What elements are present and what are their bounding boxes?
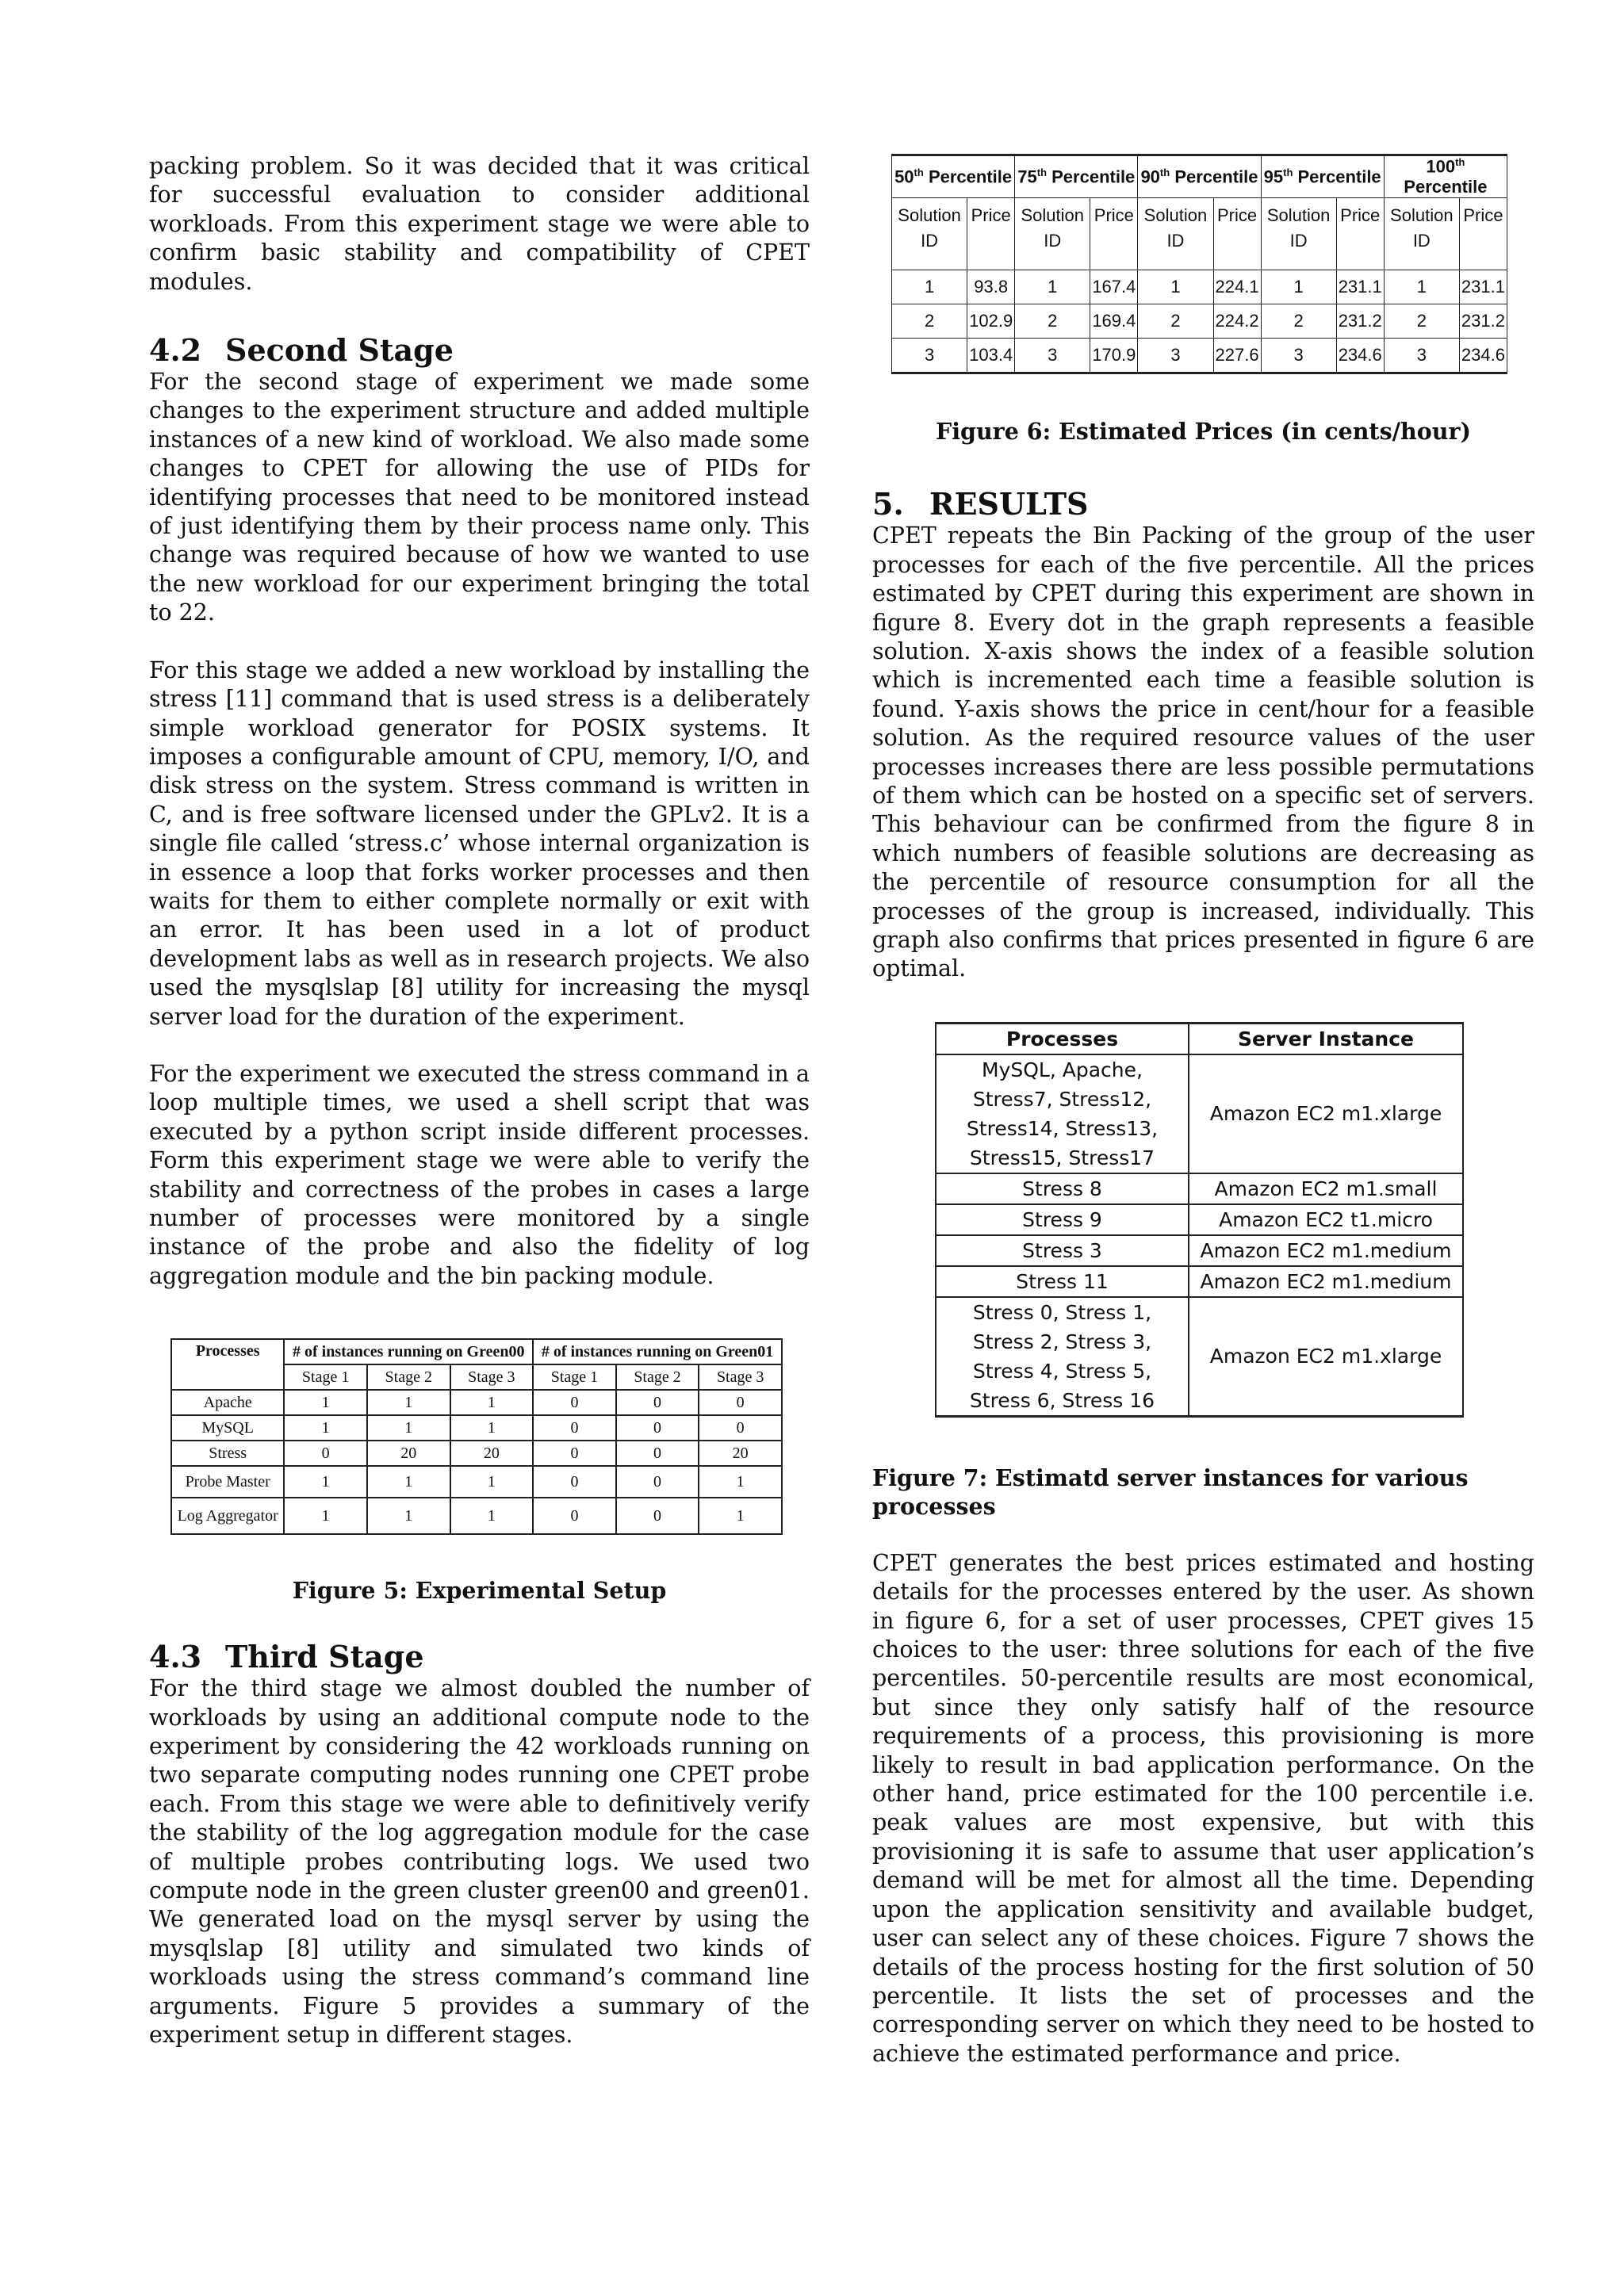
cell: 227.6 (1213, 339, 1261, 373)
stage-header: Stage 2 (616, 1364, 699, 1390)
cell: 20 (450, 1441, 534, 1466)
price-header: Price (1090, 198, 1138, 270)
section-number: 4.2 (149, 332, 202, 369)
cell: 1 (367, 1415, 450, 1441)
table-row (171, 1415, 782, 1441)
percentile-header: 100th Percentile (1384, 155, 1507, 198)
cell: 20 (367, 1441, 450, 1466)
cell: 1 (284, 1415, 367, 1441)
cell: 20 (699, 1441, 782, 1466)
server-instances-table (935, 1022, 1464, 1418)
cell: 102.9 (967, 304, 1015, 339)
header-green01: # of instances running on Green01 (533, 1339, 782, 1364)
price-header: Price (1213, 198, 1261, 270)
cell: 3 (1384, 339, 1459, 373)
solution-id-header: Solution ID (1015, 198, 1090, 270)
table-row (892, 339, 1507, 373)
process-cell: Stress 0, Stress 1, Stress 2, Stress 3, Stress 4, Stress 5, Stress 6, Stress 16 (936, 1297, 1189, 1417)
server-cell: Amazon EC2 m1.medium (1189, 1235, 1463, 1266)
paragraph-4-2-2: For this stage we added a new workload by installing the stress [11] command that is used stress is a deliberately simple workload generator for POSIX systems. It imposes a configurable amount of CPU, memory, I/O, and disk stress on the system. Stress command is written in C, and is free software licensed under the GPLv2. It is a single file called ‘stress.c’ whose internal organization is in essence a loop that forks worker processes and then waits for them to either complete normally or exit with an error. It has been used in a lot of product development labs as well as in research projects. We also used the mysqlslap [8] utility for increasing the mysql server load for the duration of the experiment. (149, 656, 810, 1030)
cell: 231.1 (1459, 270, 1507, 304)
cell: 0 (616, 1390, 699, 1415)
paragraph-4-2-1: For the second stage of experiment we made some changes to the experiment structure and added multiple instances of a new kind of workload. We also made some changes to CPET for allowing the use of PIDs for identifying processes that need to be monitored instead of just identifying them by their process name only. This change was required because of how we wanted to use the new workload for our experiment bringing the total to 22. (149, 369, 810, 626)
paragraph-5-1: CPET repeats the Bin Packing of the group of the user processes for each of the five percentile. All the prices estimated by CPET during this experiment are shown in figure 8. Every dot in the graph represents a feasible solution. X-axis shows the index of a feasible solution which is incremented each time a feasible solution is found. Y-axis shows the price in cent/hour for a feasible solution. As the required resource values of the user processes increases there are less possible permutations of them which can be hosted on a specific set of servers. This behaviour can be confirmed from the figure 8 in which numbers of feasible solutions are decreasing as the percentile of resource consumption for all the processes of the group is increased, individually. This graph also confirms that prices presented in figure 6 are optimal. (872, 522, 1534, 982)
table-row (892, 304, 1507, 339)
section-number: 4.3 (149, 1639, 202, 1675)
table-row (171, 1466, 782, 1498)
process-cell: Stress 11 (936, 1266, 1189, 1297)
header-processes: Processes (936, 1023, 1189, 1054)
cell: 224.2 (1213, 304, 1261, 339)
table-row (892, 270, 1507, 304)
cell: 0 (699, 1390, 782, 1415)
cell: 1 (367, 1498, 450, 1534)
figure-5-caption: Figure 5: Experimental Setup (292, 1577, 667, 1605)
table-row (171, 1441, 782, 1466)
header-processes: Processes (171, 1339, 284, 1390)
server-cell: Amazon EC2 m1.medium (1189, 1266, 1463, 1297)
cell: 0 (533, 1498, 616, 1534)
left-column (149, 152, 810, 2050)
row-label: Probe Master (171, 1466, 284, 1498)
cell: 0 (284, 1441, 367, 1466)
percentile-header: 75th Percentile (1015, 155, 1138, 198)
row-label: Log Aggregator (171, 1498, 284, 1534)
cell: 1 (450, 1466, 534, 1498)
cell: 0 (616, 1441, 699, 1466)
cell: 1 (1015, 270, 1090, 304)
paragraph-5-2: CPET generates the best prices estimated and hosting details for the processes entered by the user. As shown in figure 6, for a set of user processes, CPET gives 15 choices to the user: three solutions for each of the five percentiles. 50-percentile results are most economical, but since they only satisfy half of the resource requirements of a process, this provisioning is more likely to result in bad application performance. On the other hand, price estimated for the 100 percentile i.e. peak values are most expensive, but with this provisioning it is safe to assume that user application’s demand will be met for almost all the time. Depending upon the application sensitivity and available budget, user can select any of these choices. Figure 7 shows the details of the process hosting for the first solution of 50 percentile. It lists the set of processes and the corresponding server on which they need to be hosted to achieve the estimated performance and price. (872, 1549, 1534, 2067)
cell: 3 (892, 339, 967, 373)
header-server-instance: Server Instance (1189, 1023, 1463, 1054)
cell: 0 (533, 1466, 616, 1498)
cell: 0 (699, 1415, 782, 1441)
cell: 2 (892, 304, 967, 339)
cell: 103.4 (967, 339, 1015, 373)
cell: 1 (450, 1415, 534, 1441)
figure-5 (149, 1338, 810, 1605)
cell: 1 (1138, 270, 1213, 304)
figure-6-caption: Figure 6: Estimated Prices (in cents/hour) (935, 418, 1472, 446)
cell: 3 (1261, 339, 1336, 373)
stage-header: Stage 1 (533, 1364, 616, 1390)
price-header: Price (1336, 198, 1384, 270)
cell: 93.8 (967, 270, 1015, 304)
cell: 170.9 (1090, 339, 1138, 373)
paragraph-intro: packing problem. So it was decided that it was critical for successful evaluation to consider additional workloads. From this experiment stage we were able to confirm basic stability and compatibility of CPET modules. (149, 153, 810, 295)
cell: 169.4 (1090, 304, 1138, 339)
section-4-3-heading (149, 1640, 810, 1674)
table-row (936, 1054, 1463, 1173)
process-cell: Stress 3 (936, 1235, 1189, 1266)
cell: 1 (1384, 270, 1459, 304)
process-cell: Stress 8 (936, 1173, 1189, 1204)
section-5-heading (872, 487, 1534, 522)
paragraph-4-2-3: For the experiment we executed the stress command in a loop multiple times, we used a shell script that was executed by a python script inside different processes. Form this experiment stage we were able to verify the stability and correctness of the probes in cases a large number of processes were monitored by a single instance of the probe and also the fidelity of log aggregation module and the bin packing module. (149, 1060, 810, 1289)
solution-id-header: Solution ID (892, 198, 967, 270)
solution-id-header: Solution ID (1138, 198, 1213, 270)
cell: 1 (284, 1498, 367, 1534)
cell: 1 (450, 1390, 534, 1415)
cell: 1 (367, 1390, 450, 1415)
section-title: Third Stage (225, 1639, 424, 1675)
cell: 224.1 (1213, 270, 1261, 304)
table-row (171, 1390, 782, 1415)
section-title: Second Stage (225, 332, 454, 369)
cell: 0 (533, 1441, 616, 1466)
server-cell: Amazon EC2 m1.xlarge (1189, 1297, 1463, 1417)
process-cell: MySQL, Apache, Stress7, Stress12, Stress14, Stress13, Stress15, Stress17 (936, 1054, 1189, 1173)
cell: 0 (533, 1390, 616, 1415)
server-cell: Amazon EC2 t1.micro (1189, 1204, 1463, 1235)
price-header: Price (967, 198, 1015, 270)
cell: 234.6 (1336, 339, 1384, 373)
server-cell: Amazon EC2 m1.xlarge (1189, 1054, 1463, 1173)
solution-id-header: Solution ID (1384, 198, 1459, 270)
table-row (936, 1204, 1463, 1235)
section-number: 5. (872, 486, 904, 522)
paragraph-4-3-1: For the third stage we almost doubled the number of workloads by using an additional compute node to the experiment by considering the 42 workloads running on two separate computing nodes running one CPET probe each. From this stage we were able to definitively verify the stability of the log aggregation module for the case of multiple probes contributing logs. We used two compute node in the green cluster green00 and green01. We generated load on the mysql server by using the mysqlslap [8] utility and simulated two kinds of workloads using the stress command’s command line arguments. Figure 5 provides a summary of the experiment setup in different stages. (149, 1675, 810, 2049)
table-row (936, 1266, 1463, 1297)
stage-header: Stage 3 (699, 1364, 782, 1390)
row-label: Stress (171, 1441, 284, 1466)
cell: 231.1 (1336, 270, 1384, 304)
table-row (936, 1297, 1463, 1417)
server-cell: Amazon EC2 m1.small (1189, 1173, 1463, 1204)
section-title: RESULTS (929, 486, 1089, 522)
cell: 1 (367, 1466, 450, 1498)
price-header: Price (1459, 198, 1507, 270)
stage-header: Stage 3 (450, 1364, 534, 1390)
cell: 0 (616, 1415, 699, 1441)
cell: 167.4 (1090, 270, 1138, 304)
cell: 2 (1015, 304, 1090, 339)
percentile-header: 50th Percentile (892, 155, 1015, 198)
cell: 2 (1384, 304, 1459, 339)
stage-header: Stage 1 (284, 1364, 367, 1390)
cell: 0 (616, 1498, 699, 1534)
cell: 2 (1261, 304, 1336, 339)
cell: 0 (616, 1466, 699, 1498)
cell: 1 (284, 1390, 367, 1415)
stage-header: Stage 2 (367, 1364, 450, 1390)
table-row (936, 1173, 1463, 1204)
percentile-header: 95th Percentile (1261, 155, 1384, 198)
section-4-2-heading (149, 333, 810, 368)
cell: 0 (533, 1415, 616, 1441)
cell: 3 (1138, 339, 1213, 373)
cell: 1 (284, 1466, 367, 1498)
solution-id-header: Solution ID (1261, 198, 1336, 270)
figure-7 (872, 1022, 1534, 1521)
table-row (936, 1235, 1463, 1266)
cell: 1 (699, 1498, 782, 1534)
percentile-header: 90th Percentile (1138, 155, 1261, 198)
cell: 1 (892, 270, 967, 304)
cell: 1 (450, 1498, 534, 1534)
row-label: MySQL (171, 1415, 284, 1441)
cell: 2 (1138, 304, 1213, 339)
right-column (872, 154, 1534, 2068)
cell: 234.6 (1459, 339, 1507, 373)
estimated-prices-table (891, 154, 1507, 374)
experimental-setup-table (170, 1338, 783, 1535)
process-cell: Stress 9 (936, 1204, 1189, 1235)
header-green00: # of instances running on Green00 (284, 1339, 533, 1364)
figure-6 (872, 154, 1534, 446)
row-label: Apache (171, 1390, 284, 1415)
cell: 3 (1015, 339, 1090, 373)
figure-7-caption: Figure 7: Estimatd server instances for various processes (872, 1464, 1469, 1520)
table-row (171, 1498, 782, 1534)
cell: 231.2 (1459, 304, 1507, 339)
cell: 1 (699, 1466, 782, 1498)
cell: 1 (1261, 270, 1336, 304)
cell: 231.2 (1336, 304, 1384, 339)
